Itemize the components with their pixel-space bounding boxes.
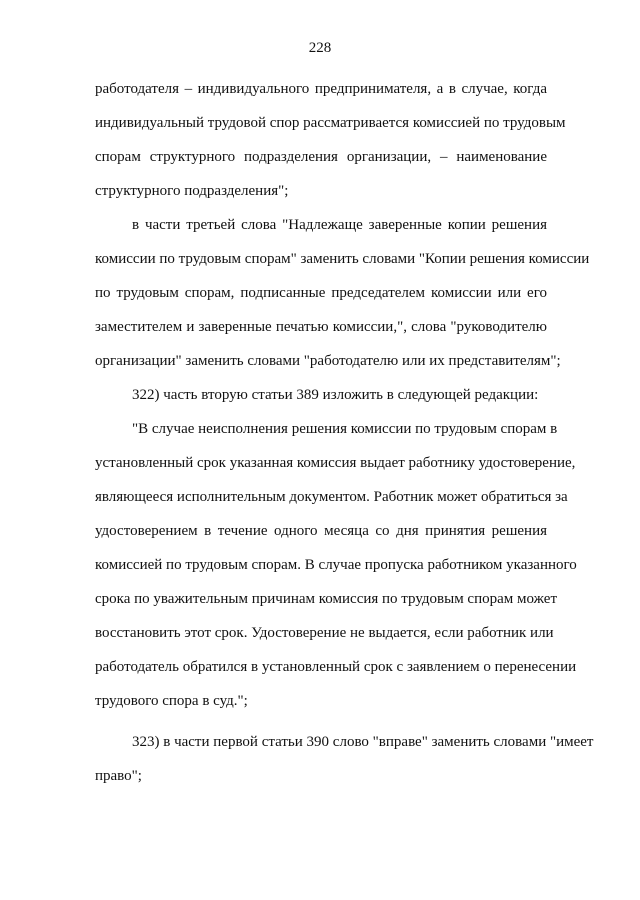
paragraph-gap [95, 718, 547, 725]
text-line: трудового спора в суд."; [95, 693, 248, 709]
text-line: удостоверением в течение одного месяца со дня принятия решения [95, 523, 547, 539]
text-line: работодатель обратился в установленный срок с заявлением о перенесении [95, 659, 577, 675]
text-line: срока по уважительным причинам комиссия по трудовым спорам может [95, 591, 558, 607]
text-line: заместителем и заверенные печатью комиссии,", слова "руководителю [95, 319, 547, 335]
text-line: структурного подразделения"; [95, 183, 289, 199]
paragraph-first-line: 323) в части первой статьи 390 слово "вправе" заменить словами "имеет [132, 734, 594, 750]
text-line: организации" заменить словами "работодателю или их представителям"; [95, 353, 561, 369]
paragraph-first-line: "В случае неисполнения решения комиссии по трудовым спорам в [132, 421, 558, 437]
text-line: восстановить этот срок. Удостоверение не выдается, если работник или [95, 625, 554, 641]
text-line: работодателя – индивидуального предпринимателя, а в случае, когда [95, 81, 547, 97]
text-line: комиссией по трудовым спорам. В случае пропуска работником указанного [95, 557, 577, 573]
paragraph-first-line: 322) часть вторую статьи 389 изложить в следующей редакции: [132, 387, 539, 403]
paragraph-first-line: в части третьей слова "Надлежаще заверенные копии решения [132, 217, 547, 233]
page-number: 228 [308, 40, 332, 56]
text-line: по трудовым спорам, подписанные председателем комиссии или его [95, 285, 547, 301]
text-line: индивидуальный трудовой спор рассматривается комиссией по трудовым [95, 115, 566, 131]
document-body [95, 72, 594, 793]
text-line: комиссии по трудовым спорам" заменить словами "Копии решения комиссии [95, 251, 590, 267]
text-line: установленный срок указанная комиссия выдает работнику удостоверение, [95, 455, 576, 471]
text-line: спорам структурного подразделения организации, – наименование [95, 149, 547, 165]
text-line: являющееся исполнительным документом. Работник может обратиться за [95, 489, 568, 505]
text-line: право"; [95, 768, 142, 784]
